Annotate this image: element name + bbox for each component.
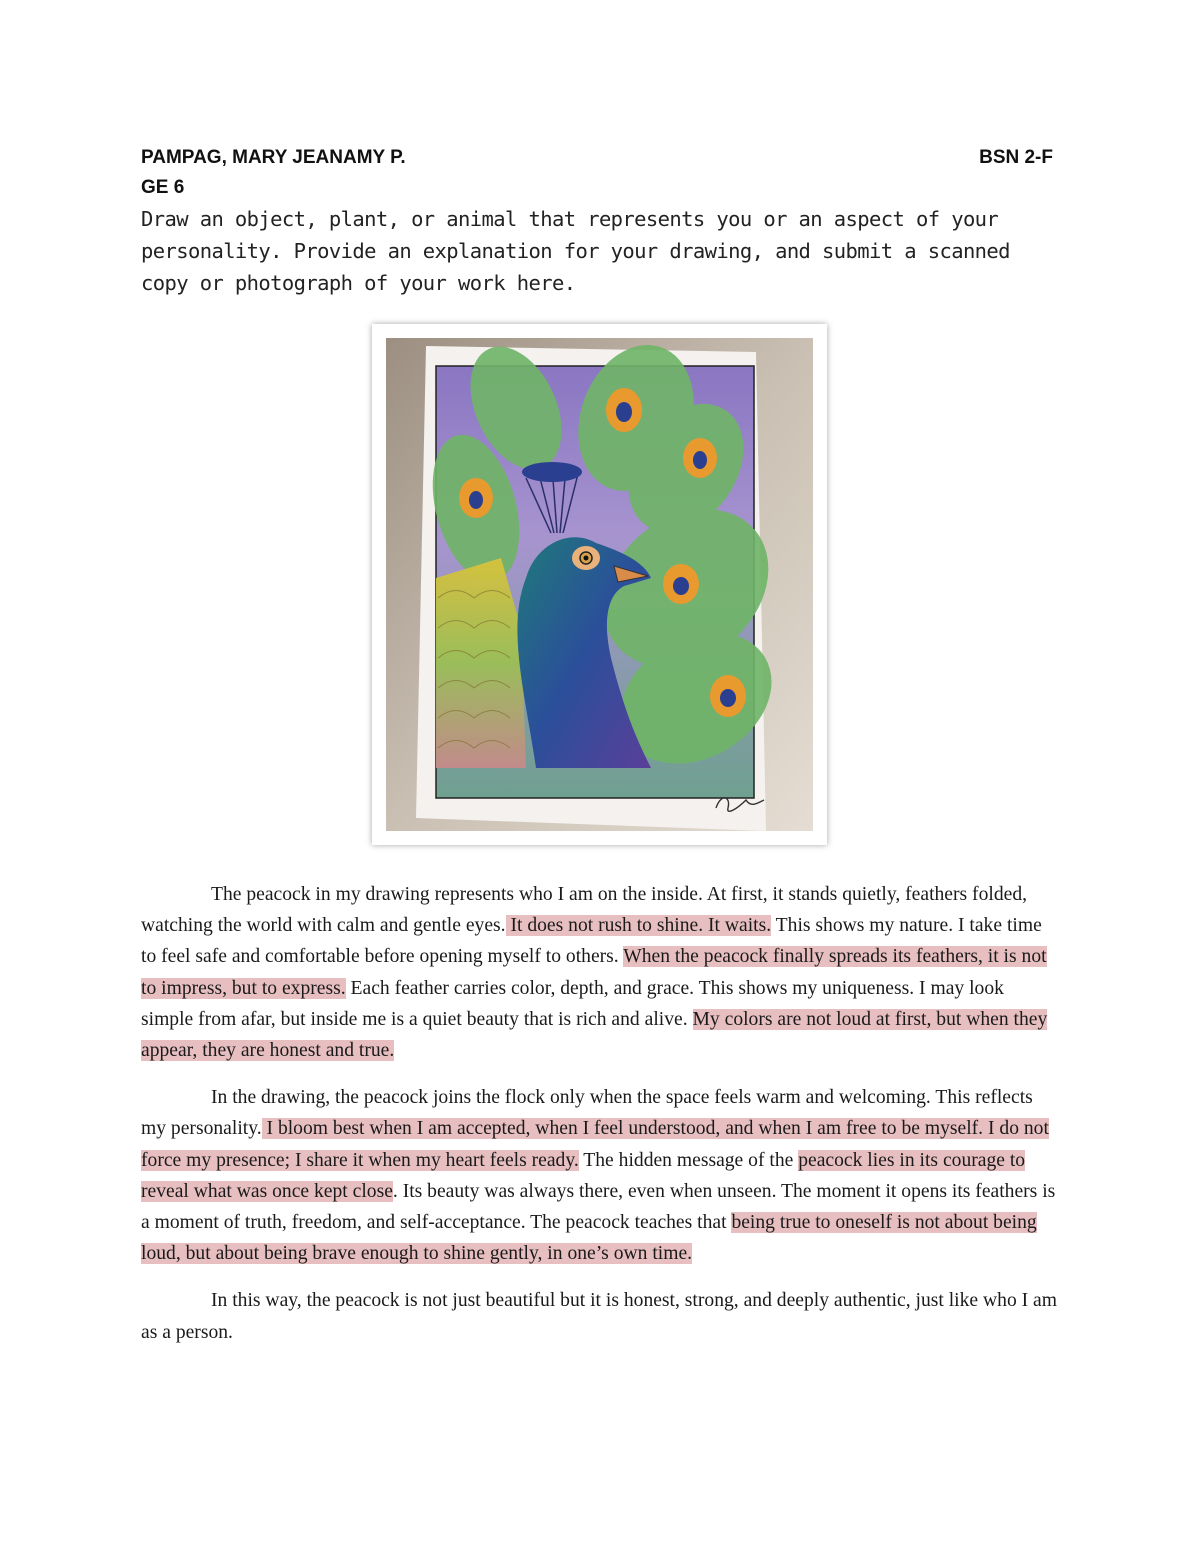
highlighted-text: peacock lies in its courage to reveal what was once kept close — [141, 1149, 1026, 1202]
paragraph-text: The hidden message of the — [578, 1149, 799, 1171]
body-paragraph — [141, 1285, 1059, 1347]
paragraph-text: The peacock in my drawing represents who I am on the inside. At first, it stands quietly, feathers folded, watching the world with calm and gentle eyes. — [141, 884, 1028, 937]
crest-tips — [522, 462, 582, 482]
peacock-drawing-figure — [372, 324, 827, 845]
highlighted-text: When the peacock finally spreads its feathers, it is not to impress, but to express. — [141, 946, 1047, 999]
peacock-drawing — [386, 338, 813, 831]
assignment-prompt: Draw an object, plant, or animal that represents you or an aspect of your personality. Provide an explanation for your drawing, and submit a scanned copy or photograph of your work here. — [141, 207, 1010, 295]
highlighted-text: My colors are not loud at first, but when they appear, they are honest and true. — [141, 1008, 1048, 1062]
reflection-text — [141, 879, 1059, 1364]
highlighted-text: It does not rush to shine. It waits. — [505, 915, 772, 937]
paragraph-text: . Its beauty was always there, even when unseen. The moment it opens its feathers is a moment of truth, freedom, and self-acceptance. The peacock teaches that — [141, 1180, 1056, 1234]
course-code: GE 6 — [141, 177, 185, 198]
paragraph-text: This shows my nature. I take time to feel safe and comfortable before opening myself to others. — [141, 915, 1042, 968]
paragraph-text: In the drawing, the peacock joins the flock only when the space feels warm and welcoming. This reflects my personality. — [141, 1087, 1033, 1140]
paragraph-text: Each feather carries color, depth, and grace. This shows my uniqueness. I may look simple from afar, but inside me is a quiet beauty that is rich and alive. — [141, 977, 1004, 1030]
paragraph-text: In this way, the peacock is not just beautiful but it is honest, strong, and deeply authentic, just like who I am as a person. — [141, 1290, 1057, 1343]
document-header — [141, 143, 1053, 203]
body-paragraph — [141, 1082, 1059, 1269]
body-paragraph — [141, 879, 1059, 1066]
highlighted-text: being true to oneself is not about being loud, but about being brave enough to shine gently, in one’s own time. — [141, 1212, 1037, 1265]
student-name: PAMPAG, MARY JEANAMY P. — [141, 147, 406, 168]
highlighted-text: I bloom best when I am accepted, when I feel understood, and when I am free to be myself. I do not force my presence; I share it when my heart feels ready. — [141, 1118, 1049, 1171]
student-section: BSN 2-F — [979, 147, 1053, 168]
